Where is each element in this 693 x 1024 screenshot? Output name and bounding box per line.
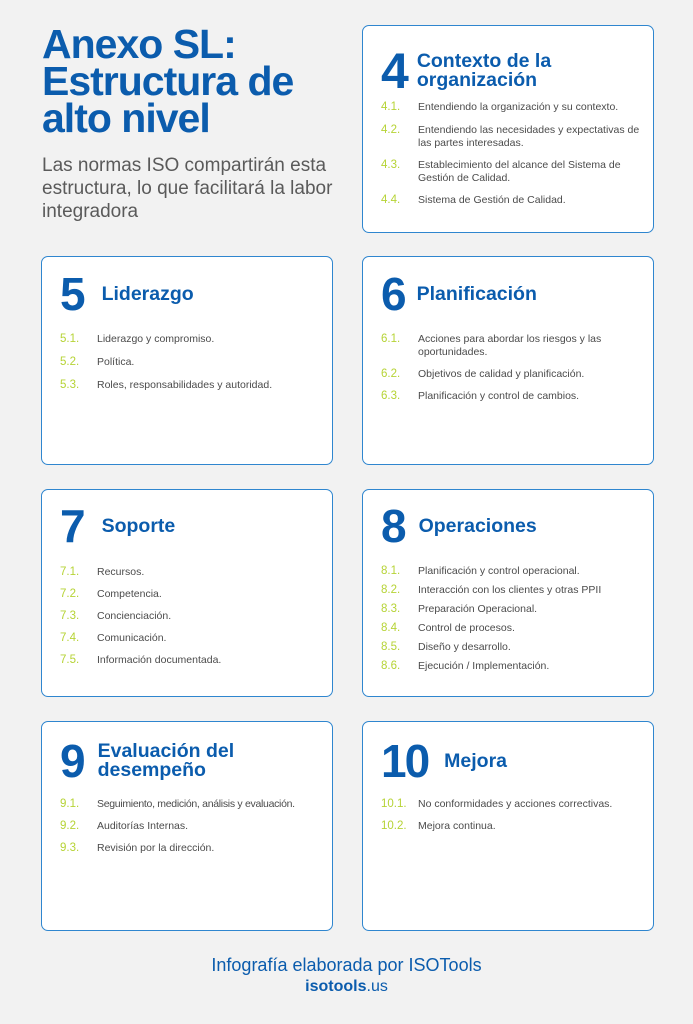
clause-title: Soporte: [101, 514, 176, 537]
item-number: 7.1.: [60, 566, 80, 578]
hero: [42, 21, 352, 223]
list-item: [381, 390, 645, 403]
item-number: 6.2.: [381, 368, 401, 380]
list-item: [60, 333, 324, 346]
clause-number: 7: [60, 500, 84, 552]
item-number: 6.1.: [381, 333, 401, 345]
title-line-3: alto nivel: [42, 95, 210, 141]
card-header: [60, 735, 258, 787]
list-item: [381, 660, 645, 673]
item-text: Competencia.: [97, 588, 162, 600]
clause-items: [60, 333, 324, 392]
item-text: Entendiendo la organización y su contexto.: [418, 101, 619, 113]
list-item: [381, 641, 645, 654]
item-number: 8.1.: [381, 565, 401, 577]
item-number: 7.3.: [60, 610, 80, 622]
list-item: [381, 159, 645, 185]
title-line-1: Anexo SL:: [42, 21, 236, 67]
list-item: [381, 124, 645, 150]
clause-title: Mejora: [444, 749, 508, 772]
clause-items: [60, 566, 324, 667]
item-text: Roles, responsabilidades y autoridad.: [97, 379, 273, 391]
list-item: [381, 333, 645, 359]
item-text: Interacción con los clientes y otras PPII: [418, 584, 602, 596]
item-text: Planificación y control de cambios.: [418, 390, 580, 402]
item-text: Mejora continua.: [418, 820, 496, 832]
list-item: [381, 194, 645, 207]
item-number: 9.3.: [60, 842, 80, 854]
item-text: Liderazgo y compromiso.: [97, 333, 215, 345]
card-header: [60, 500, 176, 552]
item-text: Objetivos de calidad y planificación.: [418, 368, 585, 380]
item-text: Comunicación.: [97, 632, 167, 644]
list-item: [60, 654, 324, 667]
list-item: [60, 632, 324, 645]
list-item: [60, 379, 324, 392]
item-number: 10.2.: [381, 820, 407, 832]
item-text: Concienciación.: [97, 610, 172, 622]
list-item: [60, 588, 324, 601]
list-item: [60, 842, 324, 855]
clause-number: 5: [60, 268, 84, 320]
card-clause-8: [362, 489, 654, 697]
item-text: Entendiendo las necesidades y expectativas de las partes interesadas.: [418, 124, 640, 149]
item-text: Recursos.: [97, 566, 145, 578]
item-number: 7.5.: [60, 654, 80, 666]
clause-title: Contexto de la organización: [416, 50, 552, 91]
list-item: [60, 610, 324, 623]
footer-url[interactable]: [0, 978, 693, 996]
clause-number: 10: [381, 735, 429, 787]
list-item: [381, 584, 645, 597]
card-header: [381, 43, 577, 99]
clause-items: [381, 333, 645, 403]
card-header: [381, 268, 537, 320]
list-item: [381, 101, 645, 114]
clause-title: Operaciones: [418, 514, 537, 537]
clause-number: 4: [381, 43, 407, 99]
item-number: 4.2.: [381, 124, 401, 136]
item-text: Preparación Operacional.: [418, 603, 538, 615]
item-number: 4.3.: [381, 159, 401, 171]
item-text: Acciones para abordar los riesgos y las oportunidades.: [418, 333, 602, 358]
list-item: [60, 798, 324, 811]
card-clause-4: [362, 25, 654, 233]
item-number: 9.1.: [60, 798, 80, 810]
list-item: [381, 820, 645, 833]
item-text: Información documentada.: [97, 654, 222, 666]
footer-credit: Infografía elaborada por ISOTools: [211, 955, 482, 975]
item-number: 8.3.: [381, 603, 401, 615]
item-number: 8.2.: [381, 584, 401, 596]
item-number: 9.2.: [60, 820, 80, 832]
item-text: Ejecución / Implementación.: [418, 660, 550, 672]
clause-number: 9: [60, 735, 84, 787]
list-item: [60, 820, 324, 833]
clause-items: [381, 565, 645, 673]
item-text: Auditorías Internas.: [97, 820, 189, 832]
item-number: 8.6.: [381, 660, 401, 672]
list-item: [381, 565, 645, 578]
clause-title: Evaluación del desempeño: [97, 740, 235, 781]
item-number: 5.3.: [60, 379, 80, 391]
card-clause-5: [41, 256, 333, 465]
item-number: 7.2.: [60, 588, 80, 600]
title-line-2: Estructura de: [42, 58, 294, 104]
item-text: Seguimiento, medición, análisis y evaluación.: [97, 798, 295, 810]
clause-number: 6: [381, 268, 405, 320]
clause-title: Planificación: [416, 282, 537, 305]
item-number: 5.1.: [60, 333, 80, 345]
list-item: [381, 368, 645, 381]
clause-number: 8: [381, 500, 405, 552]
page-subtitle: Las normas ISO compartirán esta estructura, lo que facilitará la labor integradora: [42, 155, 333, 222]
card-header: [381, 735, 508, 787]
item-text: Control de procesos.: [418, 622, 515, 634]
item-number: 5.2.: [60, 356, 80, 368]
item-number: 10.1.: [381, 798, 407, 810]
list-item: [381, 622, 645, 635]
item-number: 8.4.: [381, 622, 401, 634]
item-text: Política.: [97, 356, 135, 368]
list-item: [381, 798, 645, 811]
item-number: 8.5.: [381, 641, 401, 653]
card-header: [60, 268, 194, 320]
item-text: No conformidades y acciones correctivas.: [418, 798, 613, 810]
item-number: 4.4.: [381, 194, 401, 206]
clause-items: [60, 798, 324, 855]
clause-items: [381, 798, 645, 833]
list-item: [60, 566, 324, 579]
item-text: Diseño y desarrollo.: [418, 641, 511, 653]
footer-url-domain: isotools: [305, 978, 367, 995]
clause-items: [381, 101, 645, 207]
item-number: 4.1.: [381, 101, 401, 113]
card-clause-10: [362, 721, 654, 931]
item-text: Establecimiento del alcance del Sistema de Gestión de Calidad.: [418, 159, 621, 184]
page-title: [42, 21, 352, 141]
card-clause-6: [362, 256, 654, 465]
card-header: [381, 500, 537, 552]
card-clause-7: [41, 489, 333, 697]
list-item: [381, 603, 645, 616]
item-number: 7.4.: [60, 632, 80, 644]
item-number: 6.3.: [381, 390, 401, 402]
item-text: Revisión por la dirección.: [97, 842, 215, 854]
item-text: Planificación y control operacional.: [418, 565, 580, 577]
item-text: Sistema de Gestión de Calidad.: [418, 194, 566, 206]
footer-url-tld: .us: [366, 978, 388, 995]
card-clause-9: [41, 721, 333, 931]
clause-title: Liderazgo: [101, 282, 194, 305]
list-item: [60, 356, 324, 369]
